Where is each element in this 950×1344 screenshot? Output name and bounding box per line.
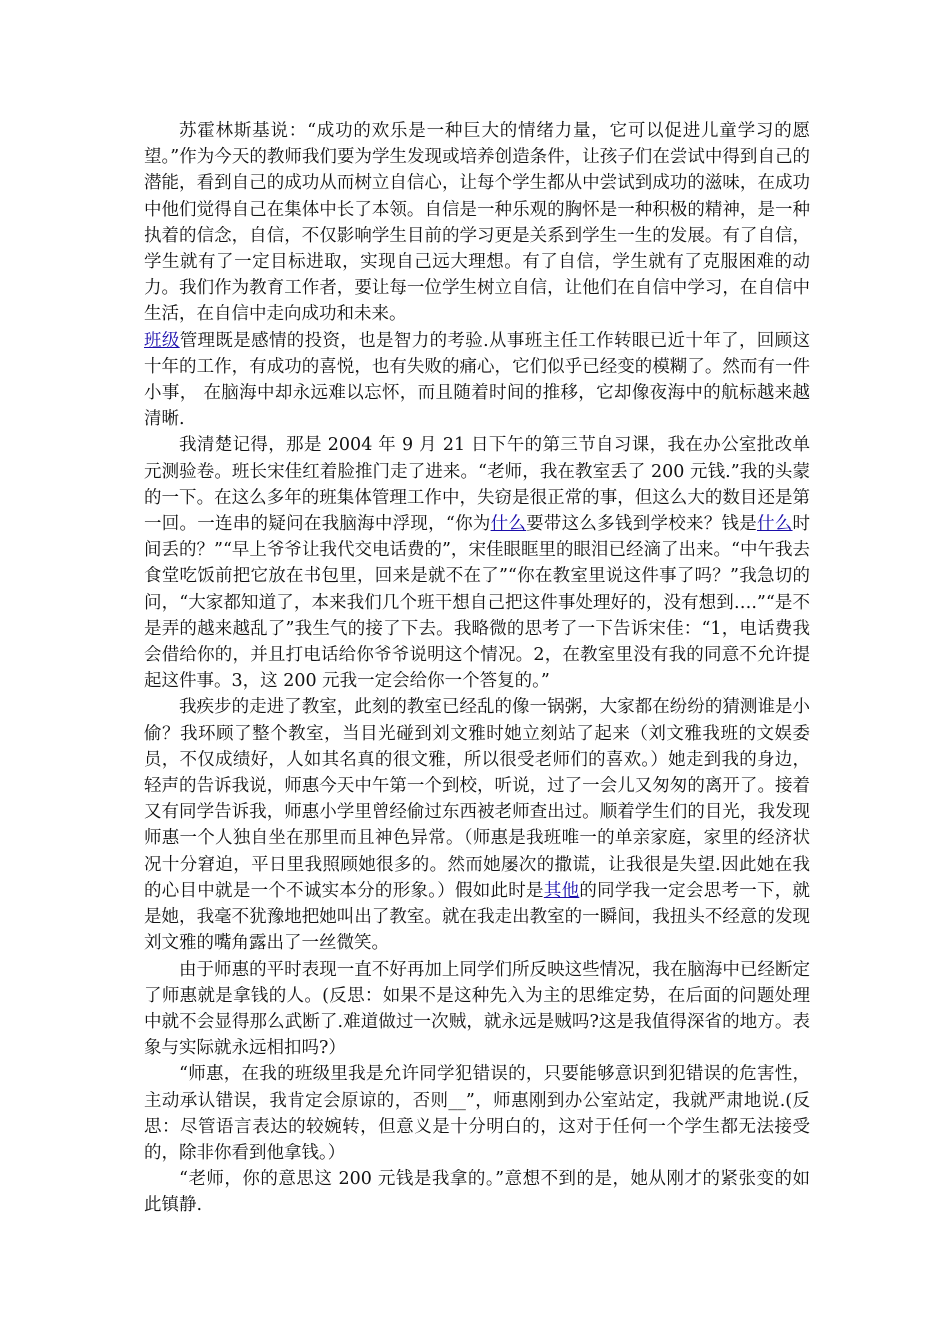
paragraph-4-text-b: 的同学我一定会思考一下，就是她，我毫不犹豫地把她叫出了教室。就在我走出教室的一瞬间，我扭头不经意的发现刘文雅的嘴角露出了一丝微笑。 [144,880,811,954]
paragraph-2 [144,328,810,433]
paragraph-3-text-c: 时间丢的？”“早上爷爷让我代交电话费的”，宋佳眼眶里的眼泪已经滴了出来。“中午我去食堂吃饭前把它放在书包里，回来是就不在了”“你在教室里说这件事了吗？”我急切的问，“大家都知道了，本来我们几个班干想自己把这件事处理好的，没有想到….”“是不是弄的越来越乱了”我生气的接了下去。我略微的思考了一下告诉宋佳：“1，电话费我会借给你的，并且打电话给你爷爷说明这个情况。2，在教室里没有我的同意不允许提起这件事。3，这 200 元我一定会给你一个答复的。” [144,514,811,692]
paragraph-3 [144,432,810,694]
paragraph-4 [144,694,810,956]
paragraph-4-text-a: 我疾步的走进了教室，此刻的教室已经乱的像一锅粥，大家都在纷纷的猜测谁是小偷？我环顾了整个教室，当目光碰到刘文雅时她立刻站了起来（刘文雅我班的文娱委员，不仅成绩好，人如其名真的很文雅，所以很受老师们的喜欢。）她走到我的身边，轻声的告诉我说，师惠今天中午第一个到校，听说，过了一会儿又匆匆的离开了。接着又有同学告诉我，师惠小学里曾经偷过东西被老师查出过。顺着学生们的目光，我发现师惠一个人独自坐在那里而且神色异常。（师惠是我班唯一的单亲家庭，家里的经济状况十分窘迫，平日里我照顾她很多的。然而她屡次的撒谎，让我很是失望.因此她在我的心目中就是一个不诚实本分的形象。）假如此时是 [144,697,810,901]
link-shenme-1[interactable]: 什么 [490,514,527,535]
paragraph-6: “师惠，在我的班级里我是允许同学犯错误的，只要能够意识到犯错误的危害性，主动承认错误，我肯定会原谅的，否则__”，师惠刚到办公室站定，我就严肃地说.(反思：尽管语言表达的较婉转，但意义是十分明白的，这对于任何一个学生都无法接受的，除非你看到他拿钱。） [144,1064,810,1163]
paragraph-1: 苏霍林斯基说：“成功的欢乐是一种巨大的情绪力量，它可以促进儿童学习的愿望。”作为今天的教师我们要为学生发现或培养创造条件，让孩子们在尝试中得到自己的潜能，看到自己的成功从而树立自信心，让每个学生都从中尝试到成功的滋味，在成功中他们觉得自己在集体中长了本领。自信是一种乐观的胸怀是一种积极的精神，是一种执着的信念，自信，不仅影响学生目前的学习更是关系到学生一生的发展。有了自信，学生就有了一定目标进取，实现自己远大理想。有了自信，学生就有了克服困难的动力。我们作为教育工作者，要让每一位学生树立自信，让他们在自信中学习，在自信中生活，在自信中走向成功和未来。 [144,121,810,325]
paragraph-3-text-a: 我清楚记得，那是 2004 年 9 月 21 日下午的第三节自习课，我在办公室批改单元测验卷。班长宋佳红着脸推门走了进来。“老师，我在教室丢了 200 元钱.”我的头蒙的一下。在这么多年的班集体管理工作中，失窃是很正常的事，但这么大的数目还是第一回。一连串的疑问在我脑海中浮现，“你为 [144,435,810,535]
document-body [144,118,810,1219]
paragraph-2-text: 管理既是感情的投资，也是智力的考验.从事班主任工作转眼已近十年了，回顾这十年的工作，有成功的喜悦，也有失败的痛心，它们似乎已经变的模糊了。然而有一件小事， 在脑海中却永远难以忘怀，而且随着时间的推移，它却像夜海中的航标越来越清晰. [144,330,811,430]
paragraph-3-text-b: 要带这么多钱到学校来？钱是 [526,514,757,535]
paragraph-7: “老师，你的意思这 200 元钱是我拿的。”意想不到的是，她从刚才的紧张变的如此镇静. [144,1169,810,1216]
link-banji[interactable]: 班级 [144,330,180,351]
paragraph-5: 由于师惠的平时表现一直不好再加上同学们所反映这些情况，我在脑海中已经断定了师惠就是拿钱的人。(反思：如果不是这种先入为主的思维定势，在后面的问题处理中就不会显得那么武断了.难道做过一次贼，就永远是贼吗?这是我值得深省的地方。表象与实际就永远相扣吗?） [144,959,810,1059]
link-qita[interactable]: 其他 [543,880,580,901]
link-shenme-2[interactable]: 什么 [757,514,793,535]
